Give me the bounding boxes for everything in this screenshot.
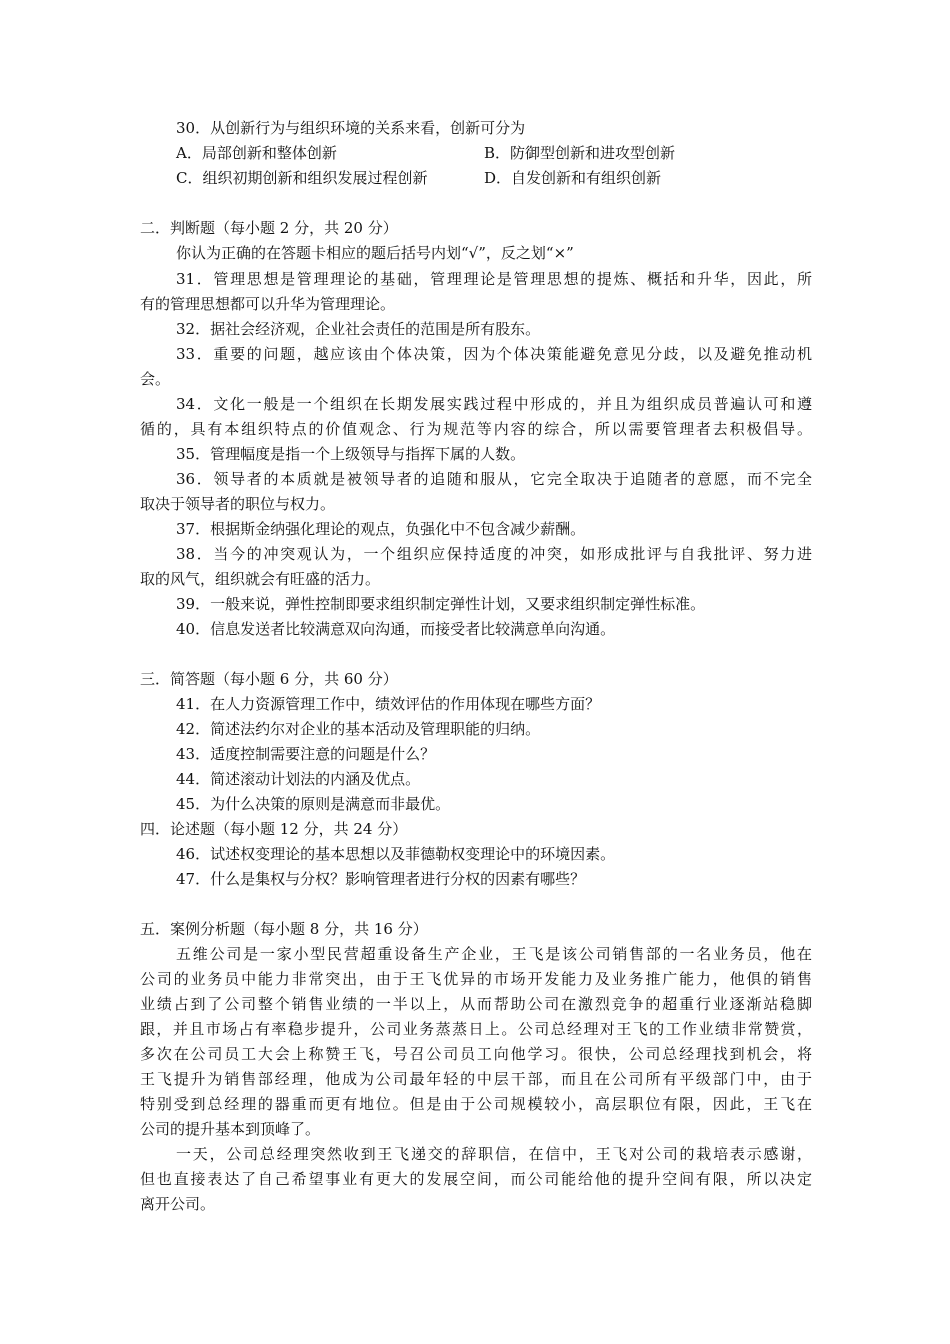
section-2-heading: 二．判断题（每小题 2 分，共 20 分） bbox=[140, 219, 398, 237]
list-item: 38．当今的冲突观认为，一个组织应保持适度的冲突，如形成批评与自我批评、努力进 bbox=[176, 545, 812, 563]
question-30-stem: 30．从创新行为与组织环境的关系来看，创新可分为 bbox=[176, 119, 526, 137]
list-item: 32．据社会经济观，企业社会责任的范围是所有股东。 bbox=[176, 320, 541, 338]
list-item: 会。 bbox=[140, 370, 171, 388]
list-item: 39．一般来说，弹性控制即要求组织制定弹性计划，又要求组织制定弹性标准。 bbox=[176, 595, 706, 613]
list-item: 40．信息发送者比较满意双向沟通，而接受者比较满意单向沟通。 bbox=[176, 620, 616, 638]
option-a: A．局部创新和整体创新 bbox=[176, 144, 337, 162]
list-item: 31．管理思想是管理理论的基础，管理理论是管理思想的提炼、概括和升华，因此，所 bbox=[176, 270, 812, 288]
section-5-heading: 五．案例分析题（每小题 8 分，共 16 分） bbox=[140, 920, 428, 938]
list-item: 43．适度控制需要注意的问题是什么？ bbox=[176, 745, 436, 763]
case-paragraph-line: 业绩占到了公司整个销售业绩的一半以上，从而帮助公司在激烈竞争的超重行业逐渐站稳脚 bbox=[140, 995, 812, 1013]
case-paragraph-line: 多次在公司员工大会上称赞王飞，号召公司员工向他学习。很快，公司总经理找到机会，将 bbox=[140, 1045, 812, 1063]
option-d: D．自发创新和有组织创新 bbox=[484, 169, 662, 187]
section-2-instruction: 你认为正确的在答题卡相应的题后括号内划“√”，反之划“×” bbox=[176, 244, 574, 262]
list-item: 33．重要的问题，越应该由个体决策，因为个体决策能避免意见分歧，以及避免推动机 bbox=[176, 345, 812, 363]
option-b: B．防御型创新和进攻型创新 bbox=[484, 144, 676, 162]
case-paragraph-line: 王飞提升为销售部经理，他成为公司最年轻的中层干部，而且在公司所有平级部门中，由于 bbox=[140, 1070, 812, 1088]
list-item: 36．领导者的本质就是被领导者的追随和服从，它完全取决于追随者的意愿，而不完全 bbox=[176, 470, 812, 488]
list-item: 47．什么是集权与分权？影响管理者进行分权的因素有哪些？ bbox=[176, 870, 586, 888]
case-paragraph-line: 公司的提升基本到顶峰了。 bbox=[140, 1120, 321, 1138]
case-paragraph-line: 一天，公司总经理突然收到王飞递交的辞职信，在信中，王飞对公司的栽培表示感谢， bbox=[176, 1145, 812, 1163]
list-item: 取的风气，组织就会有旺盛的活力。 bbox=[140, 570, 381, 588]
case-paragraph-line: 公司的业务员中能力非常突出，由于王飞优异的市场开发能力及业务推广能力，他俱的销售 bbox=[140, 970, 812, 988]
case-paragraph-line: 跟，并且市场占有率稳步提升，公司业务蒸蒸日上。公司总经理对王飞的工作业绩非常赞赏， bbox=[140, 1020, 812, 1038]
section-3-heading: 三．简答题（每小题 6 分，共 60 分） bbox=[140, 670, 398, 688]
list-item: 有的管理思想都可以升华为管理理论。 bbox=[140, 295, 396, 313]
list-item: 34．文化一般是一个组织在长期发展实践过程中形成的，并且为组织成员普遍认可和遵 bbox=[176, 395, 812, 413]
list-item: 46．试述权变理论的基本思想以及菲德勒权变理论中的环境因素。 bbox=[176, 845, 616, 863]
list-item: 45．为什么决策的原则是满意而非最优。 bbox=[176, 795, 451, 813]
section-4-heading: 四．论述题（每小题 12 分，共 24 分） bbox=[140, 820, 408, 838]
list-item: 42．简述法约尔对企业的基本活动及管理职能的归纳。 bbox=[176, 720, 541, 738]
case-paragraph-line: 离开公司。 bbox=[140, 1195, 216, 1213]
case-paragraph-line: 但也直接表达了自己希望事业有更大的发展空间，而公司能给他的提升空间有限，所以决定 bbox=[140, 1170, 812, 1188]
list-item: 取决于领导者的职位与权力。 bbox=[140, 495, 336, 513]
option-c: C．组织初期创新和组织发展过程创新 bbox=[176, 169, 428, 187]
list-item: 35．管理幅度是指一个上级领导与指挥下属的人数。 bbox=[176, 445, 526, 463]
case-paragraph-line: 五维公司是一家小型民营超重设备生产企业，王飞是该公司销售部的一名业务员，他在 bbox=[176, 945, 812, 963]
list-item: 循的，具有本组织特点的价值观念、行为规范等内容的综合，所以需要管理者去积极倡导。 bbox=[140, 420, 812, 438]
list-item: 37．根据斯金纳强化理论的观点，负强化中不包含减少薪酬。 bbox=[176, 520, 586, 538]
list-item: 44．简述滚动计划法的内涵及优点。 bbox=[176, 770, 421, 788]
list-item: 41．在人力资源管理工作中，绩效评估的作用体现在哪些方面？ bbox=[176, 695, 601, 713]
case-paragraph-line: 特别受到总经理的器重而更有地位。但是由于公司规模较小，高层职位有限，因此，王飞在 bbox=[140, 1095, 812, 1113]
